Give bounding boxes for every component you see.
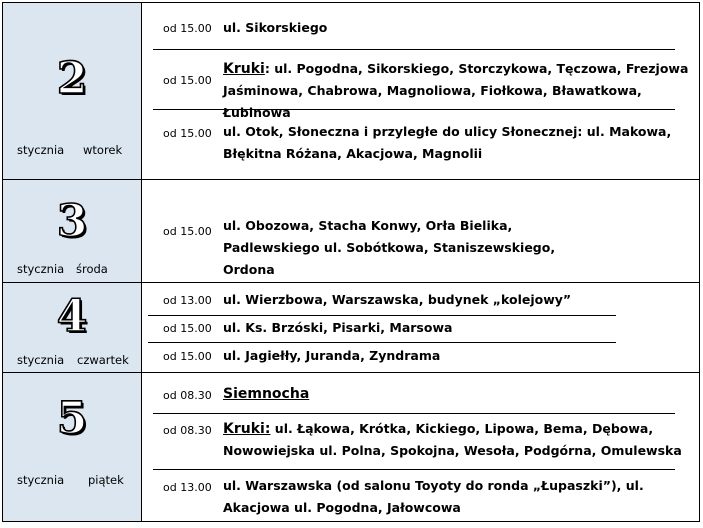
schedule-row bbox=[143, 3, 693, 49]
row-time: od 15.00 bbox=[163, 127, 212, 140]
row-area: Kruki bbox=[223, 61, 265, 77]
weekday-label: czwartek bbox=[77, 353, 129, 367]
row-text: : ul. Pogodna, Sikorskiego, Storczykowa, Tęczowa, Frezjowa Jaśminowa, Chabrowa, Magnoliowa, Fiołkowa, Bławatkowa, Łubinowa bbox=[223, 61, 689, 120]
schedule-row bbox=[143, 470, 693, 520]
day-number: 2 bbox=[56, 53, 88, 104]
schedule-row bbox=[143, 50, 693, 120]
schedule-row bbox=[143, 110, 693, 178]
row-text: ul. Jagiełły, Juranda, Zyndrama bbox=[223, 348, 441, 363]
day-block-3 bbox=[3, 180, 699, 283]
row-time: od 13.00 bbox=[163, 481, 212, 494]
row-area: Siemnocha bbox=[223, 386, 310, 402]
weekday-label: środa bbox=[76, 262, 108, 276]
schedule-row bbox=[143, 373, 693, 413]
row-streets bbox=[223, 383, 698, 405]
day-block-2 bbox=[3, 3, 699, 180]
row-time: od 15.00 bbox=[163, 22, 212, 35]
row-streets bbox=[223, 317, 698, 339]
day-number: 4 bbox=[56, 291, 88, 342]
schedule-table bbox=[2, 2, 700, 522]
day-number: 5 bbox=[56, 393, 88, 444]
weekday-label: wtorek bbox=[83, 143, 123, 157]
row-text: ul. Łąkowa, Krótka, Kickiego, Lipowa, Bema, Dębowa, Nowowiejska ul. Polna, Spokojna, Wesoła, Podgórna, Omulewska bbox=[223, 421, 682, 458]
row-time: od 15.00 bbox=[163, 322, 212, 335]
row-streets bbox=[223, 121, 698, 165]
row-text: ul. Wierzbowa, Warszawska, budynek „kolejowy” bbox=[223, 292, 572, 307]
row-time: od 08.30 bbox=[163, 389, 212, 402]
day-number: 3 bbox=[56, 196, 88, 247]
row-streets bbox=[223, 215, 593, 281]
weekday-label: piątek bbox=[88, 473, 124, 487]
day-header bbox=[3, 373, 142, 521]
month-label: stycznia bbox=[17, 262, 65, 276]
row-time: od 08.30 bbox=[163, 424, 212, 437]
row-time: od 15.00 bbox=[163, 225, 212, 238]
row-text: ul. Warszawska (od salonu Toyoty do ronda „Łupaszki”), ul. Akacjowa ul. Pogodna, Jałowcowa bbox=[223, 478, 644, 515]
row-streets bbox=[223, 418, 698, 462]
schedule-row bbox=[143, 343, 693, 371]
row-text: ul. Obozowa, Stacha Konwy, Orła Bielika, Padlewskiego ul. Sobótkowa, Staniszewskiego, Ordona bbox=[223, 218, 556, 277]
month-label: stycznia bbox=[17, 473, 65, 487]
row-streets bbox=[223, 475, 663, 519]
schedule-row bbox=[143, 316, 693, 342]
row-time: od 13.00 bbox=[163, 294, 212, 307]
schedule-row bbox=[143, 180, 693, 281]
month-label: stycznia bbox=[17, 143, 65, 157]
schedule-row bbox=[143, 414, 693, 469]
row-text: ul. Sikorskiego bbox=[223, 20, 328, 35]
row-text: ul. Otok, Słoneczna i przyległe do ulicy Słonecznej: ul. Makowa, Błękitna Różana, Akacjowa, Magnolii bbox=[223, 124, 672, 161]
day-block-5 bbox=[3, 373, 699, 521]
row-streets bbox=[223, 289, 698, 311]
day-header bbox=[3, 3, 142, 179]
row-area: Kruki: bbox=[223, 421, 271, 437]
day-header bbox=[3, 283, 142, 372]
row-text: ul. Ks. Brzóski, Pisarki, Marsowa bbox=[223, 320, 453, 335]
row-time: od 15.00 bbox=[163, 74, 212, 87]
schedule-row bbox=[143, 283, 693, 315]
row-time: od 15.00 bbox=[163, 350, 212, 363]
month-label: stycznia bbox=[17, 353, 65, 367]
day-block-4 bbox=[3, 283, 699, 373]
row-streets bbox=[223, 17, 698, 39]
day-header bbox=[3, 180, 142, 282]
row-streets bbox=[223, 345, 698, 367]
